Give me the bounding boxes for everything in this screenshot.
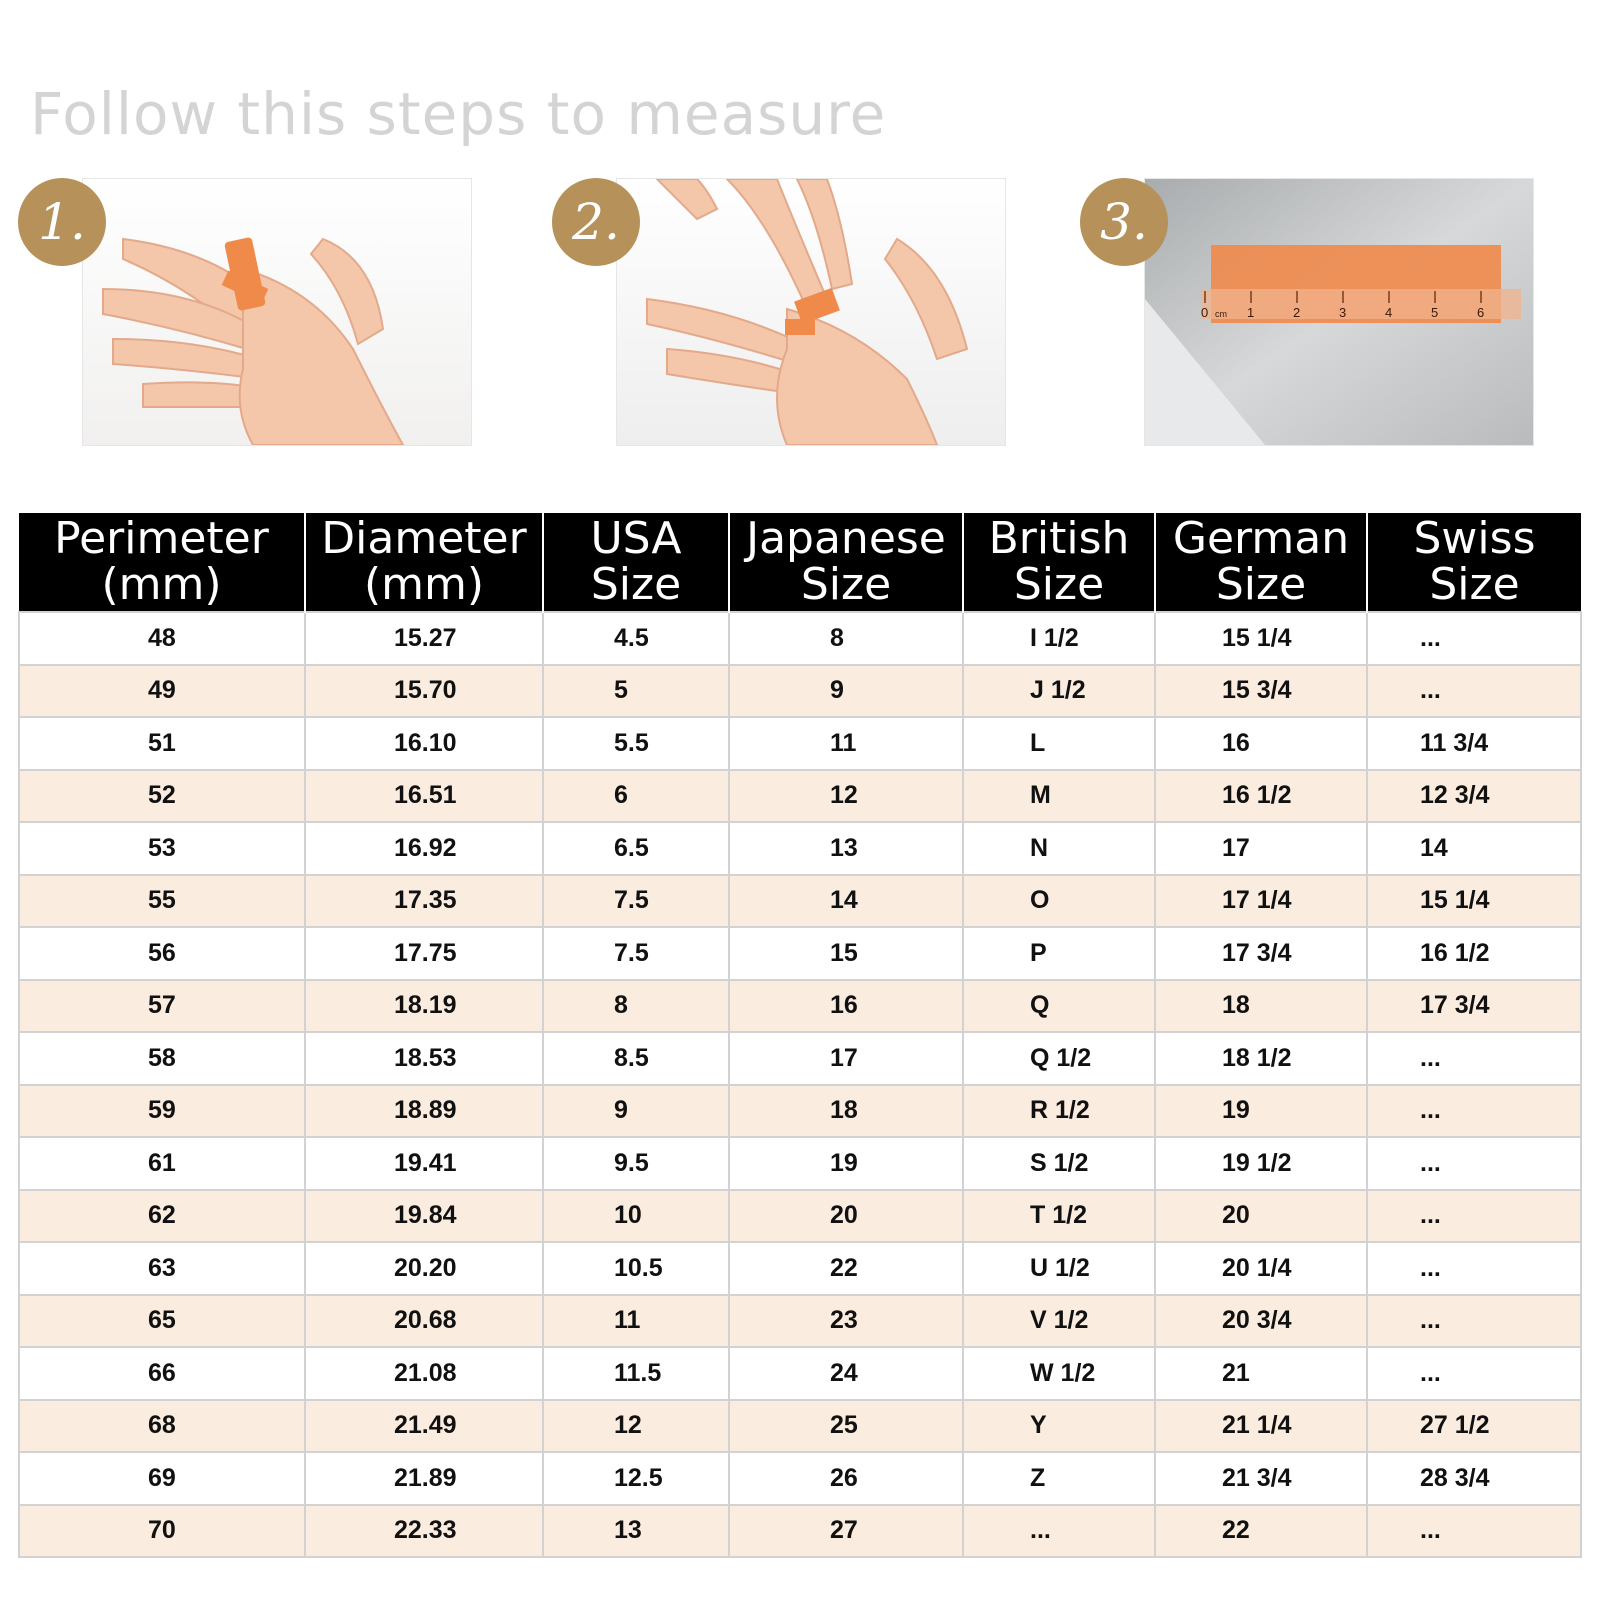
table-cell: Q 1/2 [963, 1032, 1155, 1085]
table-row [19, 1190, 1581, 1243]
ruler-label: 3 [1339, 305, 1347, 320]
table-cell: 12 [543, 1400, 729, 1453]
step-1-photo [82, 178, 472, 446]
table-cell: 56 [19, 927, 305, 980]
step-number-3: 3. [1100, 193, 1148, 251]
table-cell: 11.5 [543, 1347, 729, 1400]
table-cell: 6.5 [543, 822, 729, 875]
table-cell: 18 1/2 [1155, 1032, 1367, 1085]
table-cell: 16 [729, 980, 963, 1033]
table-cell: U 1/2 [963, 1242, 1155, 1295]
step-number-1: 1. [38, 193, 86, 251]
table-cell: ... [1367, 1505, 1581, 1558]
table-cell: 58 [19, 1032, 305, 1085]
table-cell: 8 [729, 612, 963, 665]
table-row [19, 612, 1581, 665]
ring-size-table [18, 513, 1582, 1558]
table-cell: 18 [729, 1085, 963, 1138]
table-cell: 16.92 [305, 822, 543, 875]
table-cell: 24 [729, 1347, 963, 1400]
table-cell: M [963, 770, 1155, 823]
table-cell: 12 3/4 [1367, 770, 1581, 823]
table-cell: 22.33 [305, 1505, 543, 1558]
header-german-size: German Size [1155, 513, 1367, 612]
table-cell: 7.5 [543, 927, 729, 980]
table-cell: 19 1/2 [1155, 1137, 1367, 1190]
table-cell: 15.27 [305, 612, 543, 665]
table-cell: 17.35 [305, 875, 543, 928]
table-row [19, 665, 1581, 718]
table-cell: S 1/2 [963, 1137, 1155, 1190]
table-cell: 48 [19, 612, 305, 665]
table-cell: ... [1367, 612, 1581, 665]
table-cell: 27 1/2 [1367, 1400, 1581, 1453]
table-cell: 21.89 [305, 1452, 543, 1505]
table-cell: 61 [19, 1137, 305, 1190]
table-cell: P [963, 927, 1155, 980]
table-cell: 15 1/4 [1155, 612, 1367, 665]
table-row [19, 1400, 1581, 1453]
header-british-size: British Size [963, 513, 1155, 612]
table-cell: 9 [729, 665, 963, 718]
table-cell: 63 [19, 1242, 305, 1295]
table-cell: J 1/2 [963, 665, 1155, 718]
table-cell: 11 3/4 [1367, 717, 1581, 770]
table-cell: ... [1367, 1085, 1581, 1138]
step-badge-3 [1080, 178, 1168, 266]
table-cell: 28 3/4 [1367, 1452, 1581, 1505]
table-cell: 20 [729, 1190, 963, 1243]
table-cell: 22 [729, 1242, 963, 1295]
table-cell: 18.53 [305, 1032, 543, 1085]
table-cell: 10.5 [543, 1242, 729, 1295]
table-cell: 8 [543, 980, 729, 1033]
table-cell: 68 [19, 1400, 305, 1453]
ruler-label: 1 [1247, 305, 1255, 320]
header-usa-size: USA Size [543, 513, 729, 612]
table-cell: 21.08 [305, 1347, 543, 1400]
table-cell: 65 [19, 1295, 305, 1348]
table-cell: 23 [729, 1295, 963, 1348]
table-row [19, 1032, 1581, 1085]
table-cell: ... [1367, 665, 1581, 718]
table-cell: N [963, 822, 1155, 875]
table-row [19, 1242, 1581, 1295]
header-diameter: Diameter (mm) [305, 513, 543, 612]
table-cell: 16.10 [305, 717, 543, 770]
step-badge-1 [18, 178, 106, 266]
table-cell: L [963, 717, 1155, 770]
table-cell: 9 [543, 1085, 729, 1138]
table-cell: 17 3/4 [1367, 980, 1581, 1033]
table-cell: 20.68 [305, 1295, 543, 1348]
header-japanese-size: Japanese Size [729, 513, 963, 612]
table-cell: 21.49 [305, 1400, 543, 1453]
table-cell: 15 [729, 927, 963, 980]
table-cell: ... [1367, 1190, 1581, 1243]
table-cell: 26 [729, 1452, 963, 1505]
page-heading: Follow this steps to measure [30, 80, 887, 148]
step-badge-2 [552, 178, 640, 266]
table-cell: 21 [1155, 1347, 1367, 1400]
ruler-measure-illustration [1145, 179, 1533, 445]
table-cell: 5 [543, 665, 729, 718]
ruler-label: 2 [1293, 305, 1301, 320]
table-row [19, 875, 1581, 928]
table-cell: 19 [729, 1137, 963, 1190]
table-row [19, 770, 1581, 823]
table-cell: T 1/2 [963, 1190, 1155, 1243]
table-cell: 62 [19, 1190, 305, 1243]
table-cell: ... [963, 1505, 1155, 1558]
table-cell: 8.5 [543, 1032, 729, 1085]
table-header-row [19, 513, 1581, 612]
table-cell: 21 3/4 [1155, 1452, 1367, 1505]
table-row [19, 717, 1581, 770]
table-cell: 4.5 [543, 612, 729, 665]
table-cell: 55 [19, 875, 305, 928]
table-cell: W 1/2 [963, 1347, 1155, 1400]
table-cell: 18 [1155, 980, 1367, 1033]
table-cell: 25 [729, 1400, 963, 1453]
table-row [19, 1347, 1581, 1400]
hand-wrap-illustration [83, 179, 471, 445]
table-cell: 20 3/4 [1155, 1295, 1367, 1348]
table-cell: 10 [543, 1190, 729, 1243]
table-cell: 53 [19, 822, 305, 875]
table-cell: 52 [19, 770, 305, 823]
table-cell: O [963, 875, 1155, 928]
ruler-label: 6 [1477, 305, 1485, 320]
table-cell: 5.5 [543, 717, 729, 770]
table-cell: 16 [1155, 717, 1367, 770]
table-cell: 49 [19, 665, 305, 718]
table-cell: 11 [729, 717, 963, 770]
table-cell: 20.20 [305, 1242, 543, 1295]
table-cell: 22 [1155, 1505, 1367, 1558]
table-cell: 66 [19, 1347, 305, 1400]
table-cell: 16 1/2 [1367, 927, 1581, 980]
table-cell: 14 [1367, 822, 1581, 875]
table-cell: 21 1/4 [1155, 1400, 1367, 1453]
table-row [19, 927, 1581, 980]
table-cell: Q [963, 980, 1155, 1033]
table-cell: ... [1367, 1295, 1581, 1348]
table-cell: 17 [729, 1032, 963, 1085]
table-cell: 15.70 [305, 665, 543, 718]
table-cell: ... [1367, 1032, 1581, 1085]
table-cell: I 1/2 [963, 612, 1155, 665]
table-cell: 13 [729, 822, 963, 875]
table-cell: 18.89 [305, 1085, 543, 1138]
marking-strip-illustration [617, 179, 1005, 445]
table-cell: 17 1/4 [1155, 875, 1367, 928]
table-cell: 16.51 [305, 770, 543, 823]
table-cell: 27 [729, 1505, 963, 1558]
step-2-photo [616, 178, 1006, 446]
table-cell: 70 [19, 1505, 305, 1558]
table-row [19, 1137, 1581, 1190]
table-row [19, 1452, 1581, 1505]
table-cell: 15 3/4 [1155, 665, 1367, 718]
table-cell: ... [1367, 1347, 1581, 1400]
table-cell: ... [1367, 1137, 1581, 1190]
table-cell: 12 [729, 770, 963, 823]
table-cell: R 1/2 [963, 1085, 1155, 1138]
header-swiss-size: Swiss Size [1367, 513, 1581, 612]
table-cell: 59 [19, 1085, 305, 1138]
table-cell: 9.5 [543, 1137, 729, 1190]
table-row [19, 822, 1581, 875]
table-cell: 57 [19, 980, 305, 1033]
table-cell: 14 [729, 875, 963, 928]
table-cell: 51 [19, 717, 305, 770]
table-cell: 19 [1155, 1085, 1367, 1138]
table-cell: Y [963, 1400, 1155, 1453]
table-cell: 69 [19, 1452, 305, 1505]
ruler-label: cm [1215, 309, 1227, 319]
table-body [19, 612, 1581, 1557]
table-row [19, 1505, 1581, 1558]
table-cell: 12.5 [543, 1452, 729, 1505]
table-cell: 17 3/4 [1155, 927, 1367, 980]
table-row [19, 1085, 1581, 1138]
table-cell: 17.75 [305, 927, 543, 980]
header-perimeter: Perimeter (mm) [19, 513, 305, 612]
table-cell: 18.19 [305, 980, 543, 1033]
table-cell: 19.84 [305, 1190, 543, 1243]
table-row [19, 980, 1581, 1033]
table-cell: Z [963, 1452, 1155, 1505]
table-cell: 11 [543, 1295, 729, 1348]
step-number-2: 2. [572, 193, 620, 251]
table-cell: 20 [1155, 1190, 1367, 1243]
table-cell: 7.5 [543, 875, 729, 928]
table-cell: 20 1/4 [1155, 1242, 1367, 1295]
table-cell: 16 1/2 [1155, 770, 1367, 823]
step-3-photo [1144, 178, 1534, 446]
table-cell: 13 [543, 1505, 729, 1558]
table-row [19, 1295, 1581, 1348]
ruler-label: 5 [1431, 305, 1439, 320]
table-cell: 15 1/4 [1367, 875, 1581, 928]
table-cell: 17 [1155, 822, 1367, 875]
ruler-label: 0 [1201, 305, 1209, 320]
table-cell: 19.41 [305, 1137, 543, 1190]
ruler-label: 4 [1385, 305, 1393, 320]
table-cell: ... [1367, 1242, 1581, 1295]
table-cell: V 1/2 [963, 1295, 1155, 1348]
table-cell: 6 [543, 770, 729, 823]
